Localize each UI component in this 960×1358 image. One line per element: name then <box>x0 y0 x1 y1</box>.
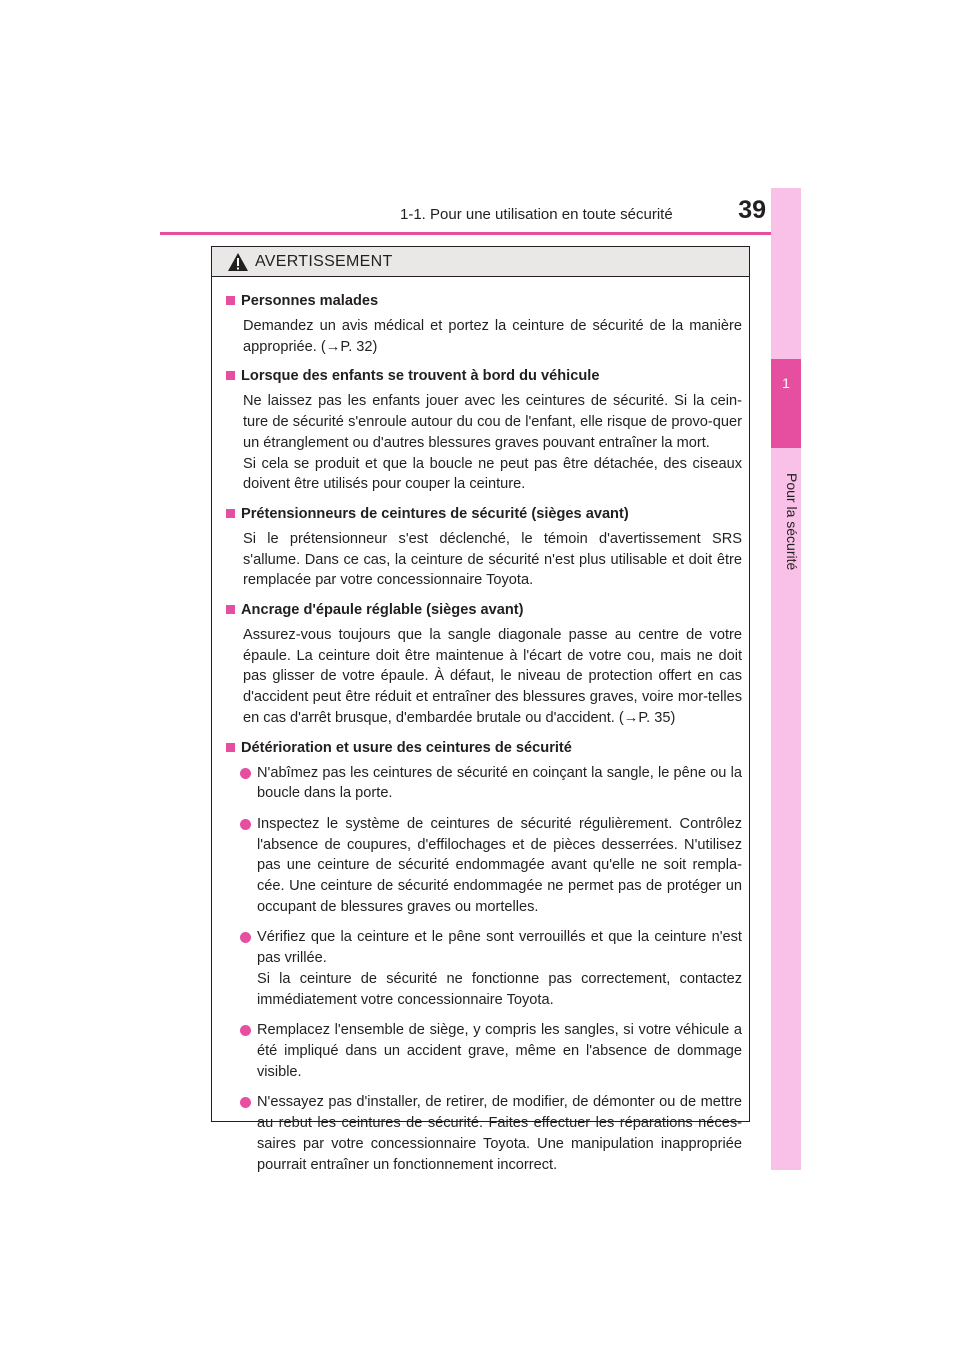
section-paragraph: Assurez-vous toujours que la sangle diagonale passe au centre de votre épaule. La ceinture doit être maintenue à l'écart de votre cou, mais ne doit pas glisser de votre épaule. À défaut, le niveau de protection offert en cas d'accident peut être réduit et entraîner des blessures graves, voire mor-telles en cas d'arrêt brusque, d'embardée brutale ou d'accident. (→P. 35) <box>243 627 742 726</box>
section-heading-text: Prétensionneurs de ceintures de sécurité (sièges avant) <box>241 505 629 522</box>
section-paragraph <box>226 454 742 495</box>
list-item <box>226 1020 742 1082</box>
section-heading <box>226 365 742 387</box>
list-item-paragraph: Remplacez l'ensemble de siège, y compris les sangles, si votre véhicule a été impliqué dans un accident grave, même en l'absence de dommage visible. <box>257 1022 742 1080</box>
header-rule <box>160 232 800 235</box>
list-item <box>226 814 742 918</box>
round-bullet-icon <box>240 768 251 779</box>
chapter-tab <box>771 359 801 448</box>
warning-header <box>212 247 749 277</box>
section-paragraph <box>226 391 742 453</box>
section-heading <box>226 290 742 312</box>
square-bullet-icon <box>226 371 235 380</box>
section-heading-text: Personnes malades <box>241 293 379 309</box>
round-bullet-icon <box>240 1097 251 1108</box>
page-number: 39 <box>738 196 766 224</box>
section-paragraph: Si le prétensionneur s'est déclenché, le témoin d'avertissement SRS s'allume. Dans ce cas, la ceinture de sécurité n'est plus utilisable et doit être remplacée par votre concessionnaire Toyota. <box>243 530 742 589</box>
list-item-text <box>257 814 742 918</box>
section-heading <box>226 737 742 759</box>
section-heading <box>226 503 742 525</box>
round-bullet-icon <box>240 932 251 943</box>
section-heading <box>226 599 742 621</box>
section-heading-text: Ancrage d'épaule réglable (sièges avant) <box>241 602 524 619</box>
section-heading-text: Détérioration et usure des ceintures de sécurité <box>241 739 572 756</box>
list-item <box>226 927 742 1010</box>
square-bullet-icon <box>226 296 235 305</box>
list-item-paragraph: N'essayez pas d'installer, de retirer, de modifier, de démonter ou de mettre au rebut les ceintures de sécurité. Faites effectuer les réparations néces-saires par votre concessionnaire Toyota. Une manipulation inappropriée pourrait entraîner un fonctionnement incorrect. <box>257 1094 742 1173</box>
list-item-paragraph: Vérifiez que la ceinture et le pêne sont verrouillés et que la ceinture n'est pas vrillée. <box>257 929 742 967</box>
list-item <box>226 763 742 804</box>
list-item-paragraph: N'abîmez pas les ceintures de sécurité en coinçant la sangle, le pêne ou la boucle dans la porte. <box>257 764 742 802</box>
chapter-side-strip <box>771 188 801 1170</box>
list-item-text <box>257 763 742 804</box>
list-item-text <box>257 1020 742 1082</box>
list-item-paragraph: Si la ceinture de sécurité ne fonctionne pas correctement, contactez immédiatement votre concessionnaire Toyota. <box>257 970 742 1008</box>
section-paragraph: Demandez un avis médical et portez la ceinture de sécurité de la manière appropriée. (→P. 32) <box>243 318 742 355</box>
warning-title: AVERTISSEMENT <box>255 252 393 270</box>
running-header: 1-1. Pour une utilisation en toute sécurité <box>400 206 673 223</box>
list-item-text <box>257 927 742 1010</box>
chapter-tab-number: 1 <box>782 375 790 391</box>
list-item-paragraph: Inspectez le système de ceintures de sécurité régulièrement. Contrôlez l'absence de coupures, d'effilochages et de pièces desserrées. N'utilisez pas une ceinture de sécurité endommagée avant qu'elle ne soit rempla-cée. Une ceinture de sécurité endommagée ne permet pas de protéger un occupant de blessures graves ou mortelles. <box>257 815 742 915</box>
section-paragraph-line: Si cela se produit et que la boucle ne peut pas être détachée, des ciseaux doivent être utilisés pour couper la ceinture. <box>243 455 742 493</box>
square-bullet-icon <box>226 509 235 518</box>
list-item <box>226 1092 742 1175</box>
warning-triangle-icon <box>227 252 249 272</box>
square-bullet-icon <box>226 605 235 614</box>
square-bullet-icon <box>226 743 235 752</box>
list-item-text <box>257 1092 742 1175</box>
section-paragraph-line: Ne laissez pas les enfants jouer avec les ceintures de sécurité. Si la cein-ture de sécurité s'enroule autour du cou de l'enfant, elle risque de provo-quer un étranglement ou d'autres blessures graves pouvant entraîner la mort. <box>243 393 742 451</box>
chapter-tab-label: Pour la sécurité <box>784 473 800 571</box>
warning-box <box>211 246 750 1173</box>
round-bullet-icon <box>240 819 251 830</box>
section-heading-text: Lorsque des enfants se trouvent à bord du véhicule <box>241 368 600 385</box>
round-bullet-icon <box>240 1025 251 1036</box>
warning-content <box>212 277 749 1175</box>
